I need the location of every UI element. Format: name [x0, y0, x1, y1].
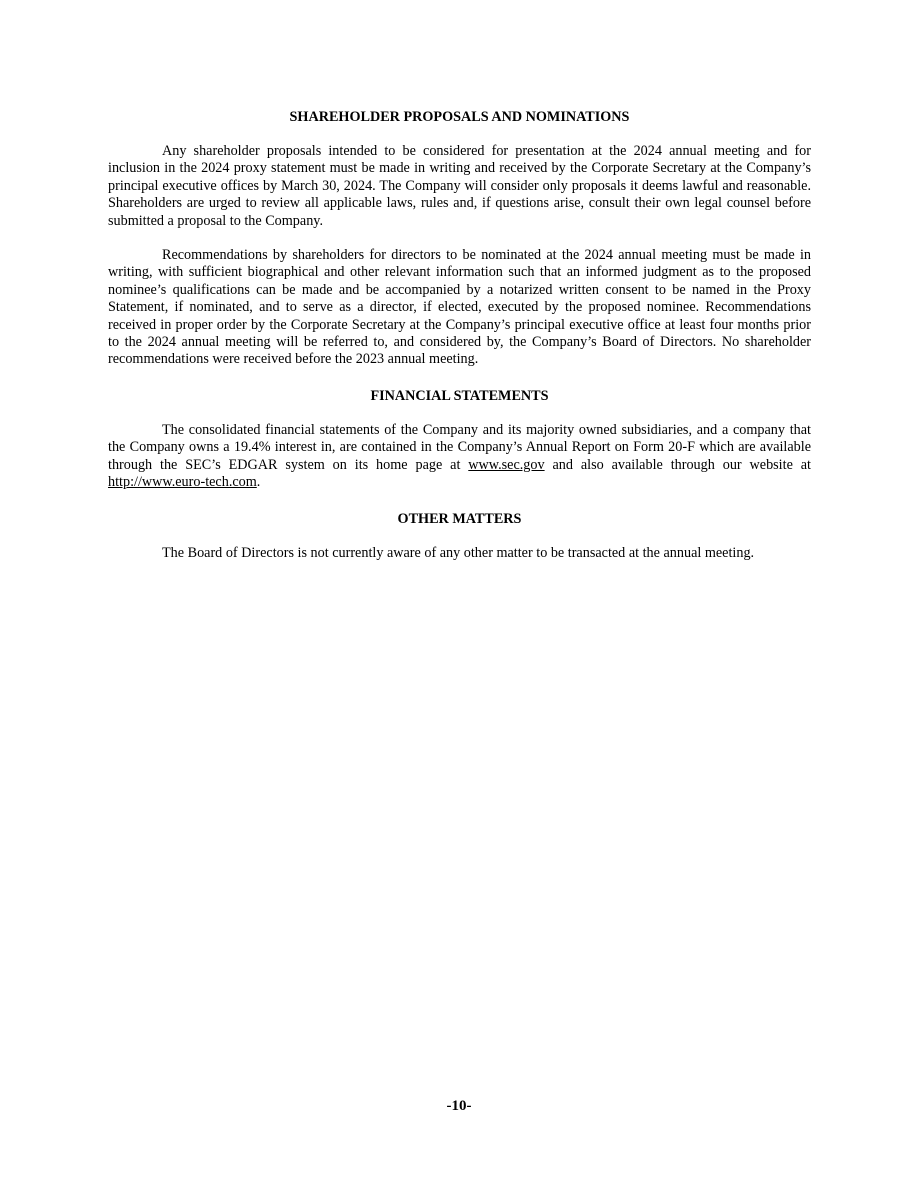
paragraph-shareholder-proposals: Any shareholder proposals intended to be considered for presentation at the 2024 annual meeting and for inclusion in the 2024 proxy statement must be made in writing and received by the Corporate Secretary at the Company’s principal executive offices by March 30, 2024. The Company will consider only proposals it deems lawful and reasonable. Shareholders are urged to review all applicable laws, rules and, if questions arise, consult their own legal counsel before submitted a proposal to the Company.: [108, 143, 811, 229]
section-heading-financial-statements: FINANCIAL STATEMENTS: [370, 387, 549, 404]
paragraph-director-recommendations: Recommendations by shareholders for directors to be nominated at the 2024 annual meeting must be made in writing, with sufficient biographical and other relevant information such that an informed judgment as to the proposed nominee’s qualifications can be made and be accompanied by a notarized written consent to be named in the Proxy Statement, if nominated, and to serve as a director, if elected, executed by the proposed nominee. Recommendations received in proper order by the Corporate Secretary at the Company’s principal executive office at least four months prior to the 2024 annual meeting will be referred to, and considered by, the Company’s Board of Directors. No shareholder recommendations were received before the 2023 annual meeting.: [108, 247, 811, 368]
financial-text-part-1: The consolidated financial statements of the Company and its majority owned subsidiaries, and a company that the Company owns a 19.4% interest in, are contained in the Company’s Annual Report on Form 20-F which are available through the SEC’s EDGAR system on its home page at: [108, 421, 811, 473]
paragraph-financial-statements: [108, 422, 811, 492]
financial-text-part-2: and also available through our website at: [544, 456, 811, 473]
section-heading-shareholder-proposals: SHAREHOLDER PROPOSALS AND NOMINATIONS: [289, 109, 630, 125]
paragraph-other-matters: The Board of Directors is not currently aware of any other matter to be transacted at the annual meeting.: [162, 544, 755, 561]
financial-text-part-3: .: [256, 474, 261, 491]
page-number: -10-: [446, 1098, 472, 1114]
sec-website-link[interactable]: www.sec.gov: [468, 456, 545, 473]
section-heading-other-matters: OTHER MATTERS: [397, 510, 522, 527]
company-website-link[interactable]: http://www.euro-tech.com: [108, 474, 257, 491]
document-page: [108, 108, 811, 562]
